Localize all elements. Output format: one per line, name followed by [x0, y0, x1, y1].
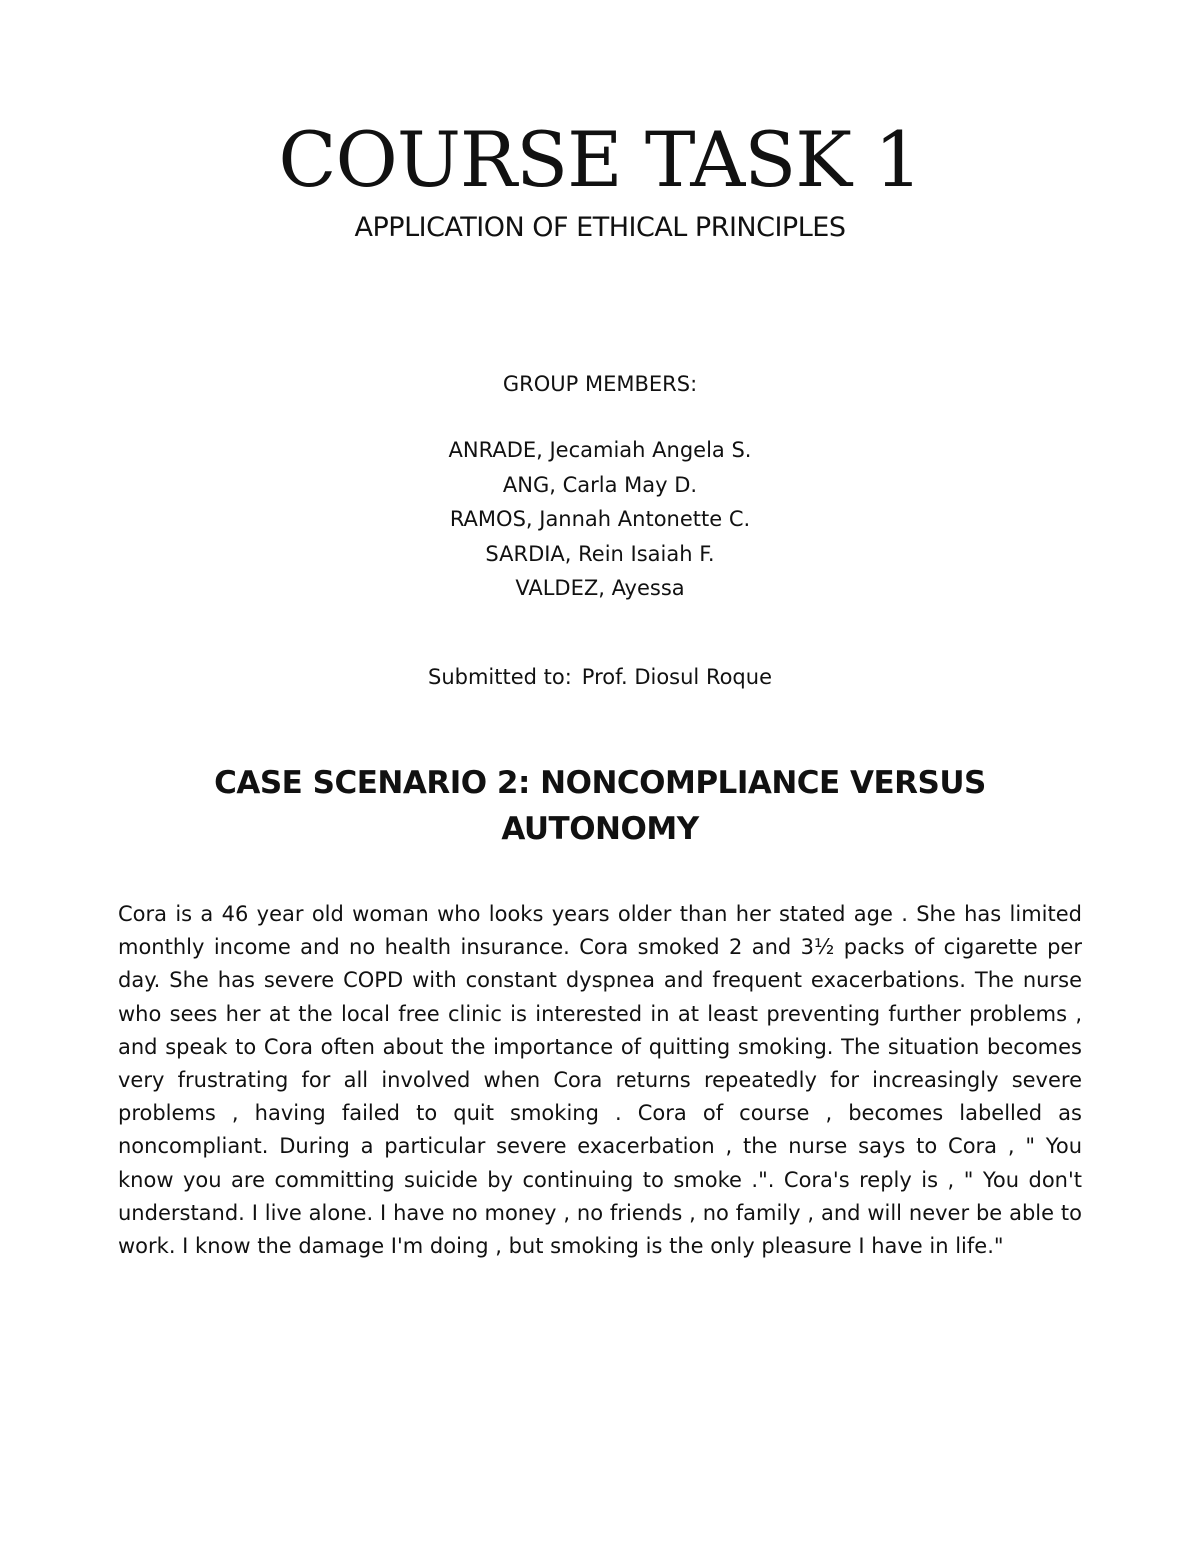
case-heading-line: AUTONOMY — [501, 811, 699, 847]
group-members-section — [0, 367, 1200, 606]
case-scenario-text: Cora is a 46 year old woman who looks years older than her stated age . She has limited monthly income and no health insurance. Cora smoked 2 and 3½ packs of cigarette per day. She has severe COPD with constant dyspnea and frequent exacerbations. The nurse who sees her at the local free clinic is interested in at least preventing further problems , and speak to Cora often about the importance of quitting smoking. The situation becomes very frustrating for all involved when Cora returns repeatedly for increasingly severe problems , having failed to quit smoking . Cora of course , becomes labelled as noncompliant. During a particular severe exacerbation , the nurse says to Cora , " You know you are committing suicide by continuing to smoke .". Cora's reply is , " You don't understand. I live alone. I have no money , no friends , no family , and will never be able to work. I know the damage I'm doing , but smoking is the only pleasure I have in life." — [118, 902, 1082, 1259]
submitted-to-line — [0, 660, 1200, 694]
document-title: COURSE TASK 1 — [278, 115, 922, 204]
instructor-name: Prof. Diosul Roque — [581, 665, 772, 689]
member-name: ANRADE, Jecamiah Angela S. — [448, 438, 752, 462]
member-name: RAMOS, Jannah Antonette C. — [449, 507, 751, 531]
member-name: ANG, Carla May D. — [502, 472, 698, 497]
member-name: VALDEZ, Ayessa — [515, 576, 685, 600]
member-name: SARDIA, Rein Isaiah F. — [485, 541, 715, 566]
members-heading: GROUP MEMBERS: — [502, 372, 698, 396]
case-heading-line: CASE SCENARIO 2: NONCOMPLIANCE VERSUS — [214, 765, 986, 801]
document-subtitle: APPLICATION OF ETHICAL PRINCIPLES — [354, 212, 846, 243]
case-scenario-heading — [190, 760, 1010, 852]
submitted-label: Submitted to: — [427, 665, 572, 689]
